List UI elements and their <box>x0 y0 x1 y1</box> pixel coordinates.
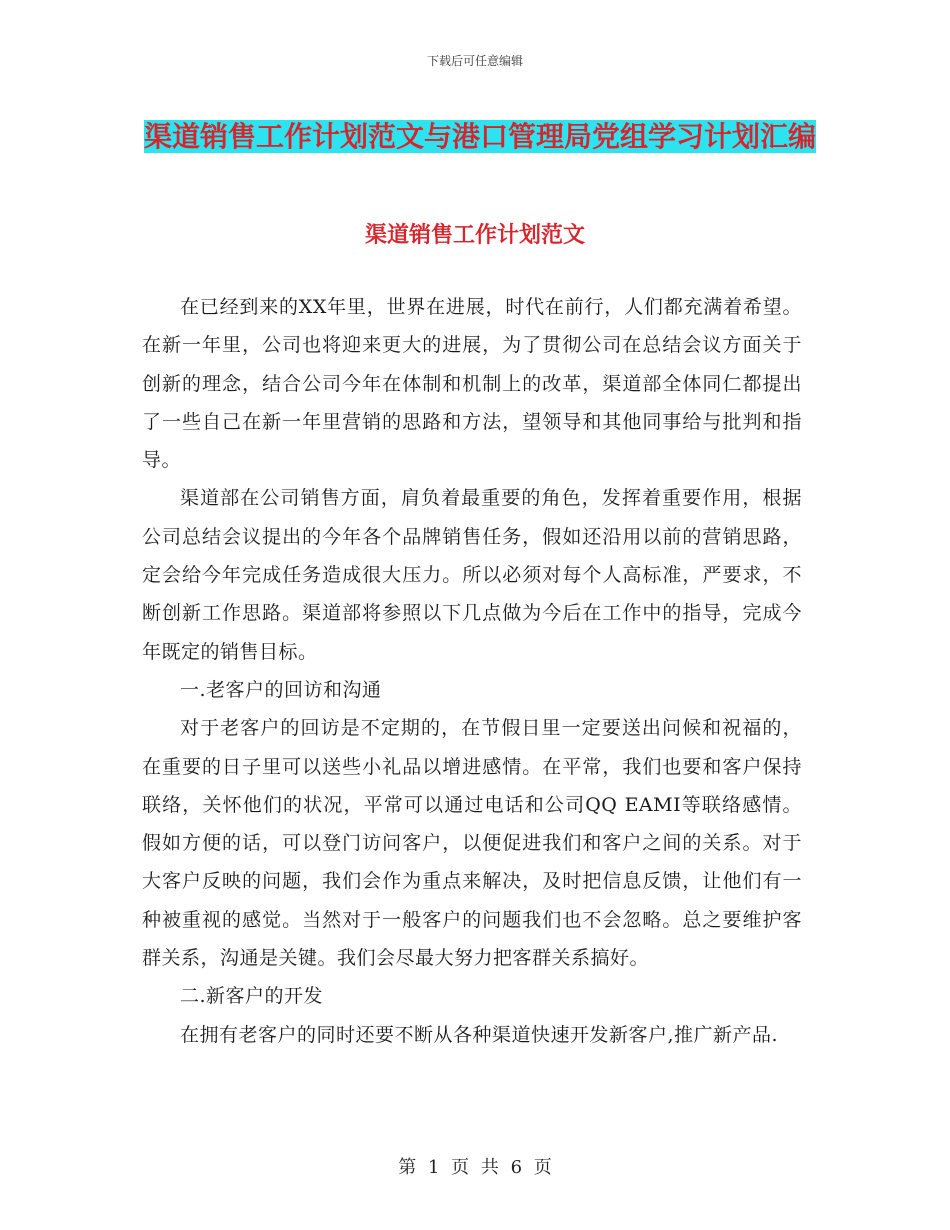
paragraph: 对于老客户的回访是不定期的，在节假日里一定要送出问候和祝福的，在重要的日子里可以送些小礼品以增进感情。在平常，我们也要和客户保持联络，关怀他们的状况，平常可以通过电话和公司QQ EAMI等联络感情。假如方便的话，可以登门访问客户，以便促进我们和客户之间的关系。对于大客户反映的问题，我们会作为重点来解决，及时把信息反馈，让他们有一种被重视的感觉。当然对于一般客户的问题我们也不会忽略。总之要维护客群关系，沟通是关键。我们会尽最大努力把客群关系搞好。 <box>142 717 802 970</box>
page-footer: 第 1 页 共 6 页 <box>398 1157 552 1178</box>
subheading: 一.老客户的回访和沟通 <box>180 678 382 701</box>
paragraph: 在拥有老客户的同时还要不断从各种渠道快速开发新客户,推广新产品. <box>180 1023 779 1046</box>
paragraph: 在已经到来的XX年里，世界在进展，时代在前行，人们都充满着希望。在新一年里，公司也将迎来更大的进展，为了贯彻公司在总结会议方面关于创新的理念，结合公司今年在体制和机制上的改革，渠道部全体同仁都提出了一些自己在新一年里营销的思路和方法，望领导和其他同事给与批判和指导。 <box>142 296 802 472</box>
paragraph: 渠道部在公司销售方面，肩负着最重要的角色，发挥着重要作用，根据公司总结会议提出的今年各个品牌销售任务，假如还沿用以前的营销思路，定会给今年完成任务造成很大压力。所以必须对每个人高标准，严要求，不断创新工作思路。渠道部将参照以下几点做为今后在工作中的指导，完成今年既定的销售目标。 <box>142 487 802 663</box>
document-title <box>140 112 820 162</box>
header-note: 下载后可任意编辑 <box>426 54 523 68</box>
subheading: 二.新客户的开发 <box>180 985 324 1008</box>
document-title-text: 渠道销售工作计划范文与港口管理局党组学习计划汇编 <box>143 120 816 153</box>
document-body <box>142 288 802 1054</box>
section-title: 渠道销售工作计划范文 <box>364 222 585 248</box>
